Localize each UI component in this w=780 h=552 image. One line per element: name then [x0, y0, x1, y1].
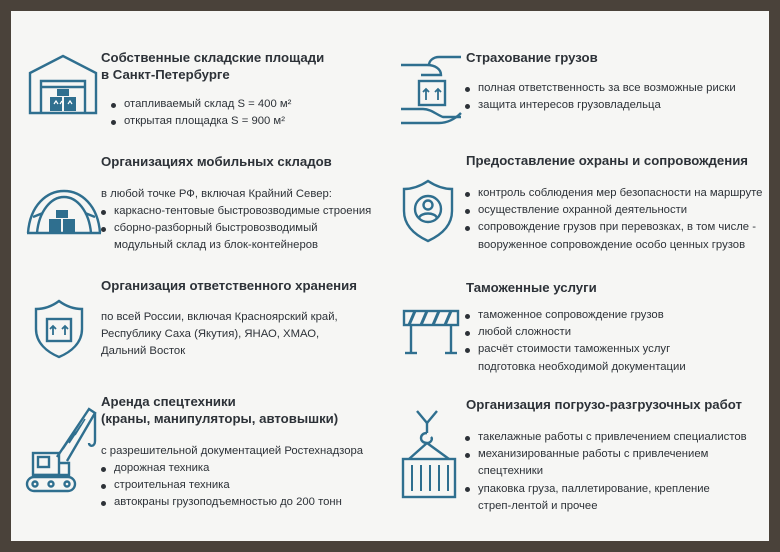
list-item-continuation: стреп-лентой и прочее	[478, 499, 598, 512]
tent-hangar-icon	[25, 187, 103, 237]
list-item: механизированные работы с привлечением	[465, 446, 747, 463]
warehouse-list	[111, 96, 291, 130]
list-item: контроль соблюдения мер безопасности на маршруте	[465, 185, 762, 202]
list-item-continuation: подготовка необходимой документации	[478, 360, 686, 373]
list-item: каркасно-тентовые быстровозводимые строения	[101, 203, 371, 220]
mobile-intro: в любой точке РФ, включая Крайний Север:	[101, 188, 332, 200]
warehouse-icon	[27, 53, 99, 115]
list-item: открытая площадка S = 900 м²	[111, 113, 291, 130]
list-item: автокраны грузоподъемностью до 200 тонн	[101, 494, 342, 511]
list-item: дорожная техника	[101, 460, 342, 477]
list-item: строительная техника	[101, 477, 342, 494]
crawler-crane-icon	[23, 405, 105, 497]
warehouse-title: Собственные складские площади в Санкт-Петербурге	[101, 50, 325, 82]
shield-box-icon	[33, 299, 85, 359]
mobile-list	[101, 203, 371, 255]
hook-container-icon	[397, 409, 461, 499]
list-item: защита интересов грузовладельца	[465, 97, 736, 114]
rental-list	[101, 460, 342, 512]
rental-title: Аренда спецтехники (краны, манипуляторы, автовышки)	[101, 394, 339, 426]
list-item: полная ответственность за все возможные риски	[465, 80, 736, 97]
list-item-continuation: вооруженное сопровождение особо ценных грузов	[478, 238, 746, 251]
rental-intro: с разрешительной документацией Ростехнадзора	[101, 445, 364, 457]
list-item: такелажные работы с привлечением специалистов	[465, 429, 747, 446]
mobile-title: Организациях мобильных складов	[101, 154, 332, 169]
list-item: любой сложности	[465, 324, 686, 341]
customs-barrier-icon	[401, 307, 461, 357]
security-title: Предоставление охраны и сопровождения	[466, 153, 749, 168]
guard-shield-icon	[401, 179, 455, 243]
list-item-continuation: модульный склад из блок-контейнеров	[114, 239, 319, 252]
storage-title: Организация ответственного хранения	[101, 278, 357, 293]
customs-title: Таможенные услуги	[466, 280, 597, 295]
list-item: сопровождение грузов при перевозках, в том числе -	[465, 219, 762, 236]
security-list	[465, 185, 762, 254]
list-item: сборно-разборный быстровозводимый	[101, 220, 371, 237]
list-item: расчёт стоимости таможенных услуг	[465, 341, 686, 358]
hands-box-icon	[399, 49, 465, 133]
loading-title: Организация погрузо-разгрузочных работ	[466, 397, 742, 412]
loading-list	[465, 429, 747, 515]
list-item: отапливаемый склад S = 400 м²	[111, 96, 291, 113]
list-item-continuation: спецтехники	[478, 465, 544, 478]
list-item: упаковка груза, паллетирование, крепление	[465, 481, 747, 498]
customs-list	[465, 307, 686, 376]
list-item: таможенное сопровождение грузов	[465, 307, 686, 324]
insurance-list	[465, 80, 736, 114]
storage-text: по всей России, включая Красноярский край, Республику Саха (Якутия), ЯНАО, ХМАО, Дальний Восток	[101, 311, 338, 358]
list-item: осуществление охранной деятельности	[465, 202, 762, 219]
insurance-title: Страхование грузов	[466, 50, 598, 65]
services-sheet	[11, 11, 769, 541]
